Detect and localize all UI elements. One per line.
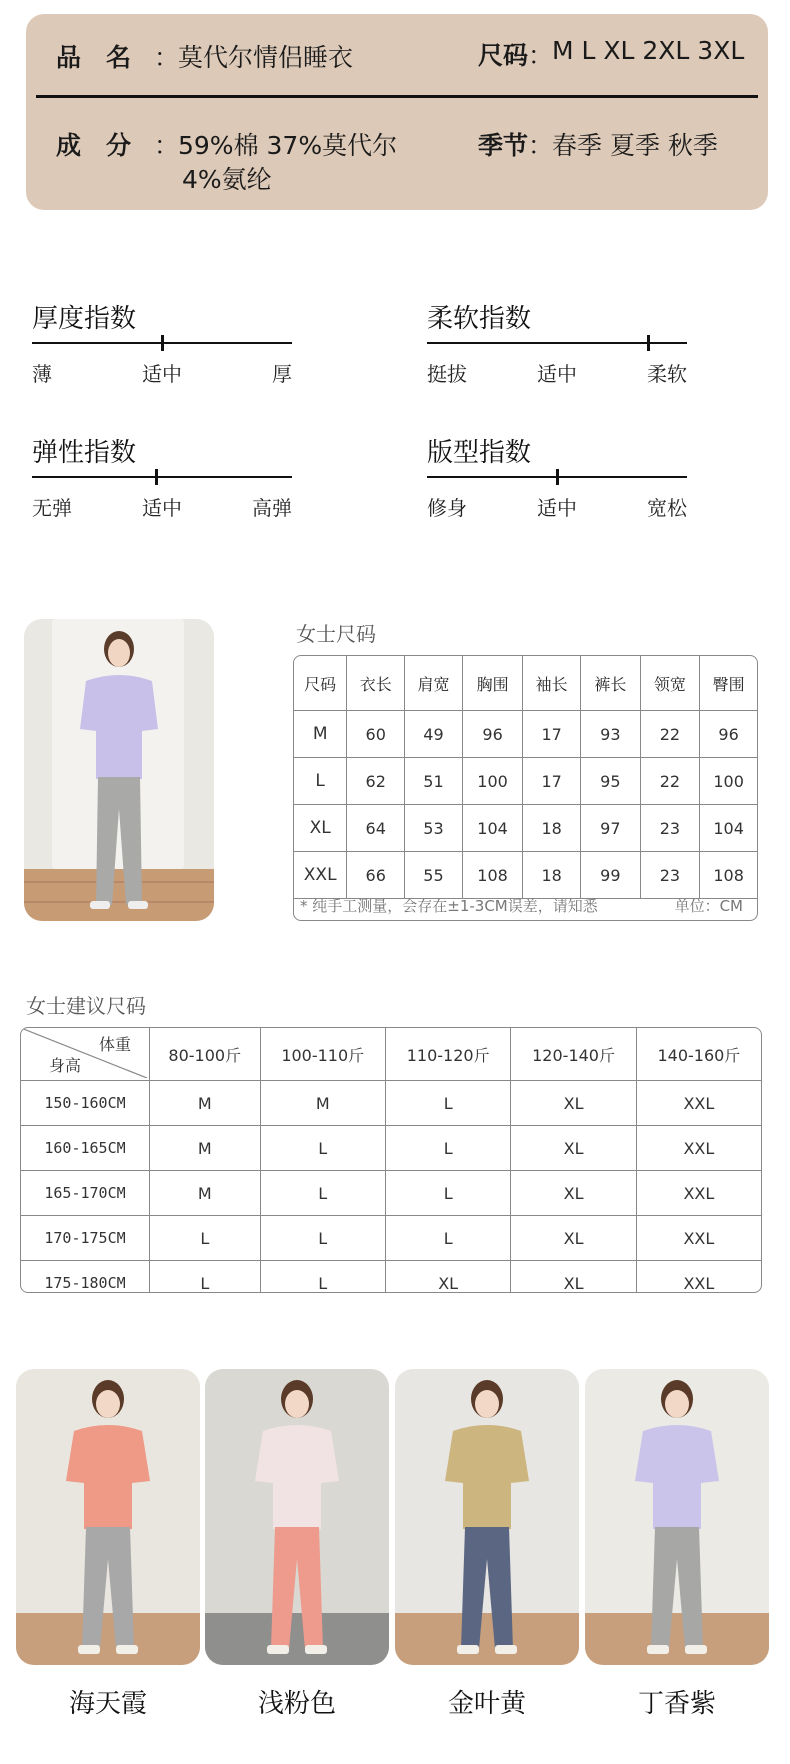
suggest-table-cell: XL — [511, 1216, 636, 1261]
suggest-table-cell: XL — [511, 1126, 636, 1171]
suggest-table-cell: M — [150, 1126, 261, 1171]
size-table-cell: 53 — [405, 805, 463, 852]
size-table-cell: L — [294, 758, 347, 805]
size-table-cell: M — [294, 711, 347, 758]
suggest-table-weight: 140-160斤 — [636, 1028, 761, 1081]
size-table-header-cell: 裤长 — [581, 656, 641, 711]
suggest-table-height: 170-175CM — [21, 1216, 150, 1261]
composition-colon: ： — [154, 131, 180, 160]
suggest-table-cell: L — [260, 1126, 385, 1171]
index-marker — [155, 469, 158, 485]
size-table-cell: 17 — [523, 758, 581, 805]
suggest-table-cell: L — [385, 1171, 510, 1216]
table-row — [21, 1171, 761, 1216]
index-marker — [556, 469, 559, 485]
index-title: 版型指数 — [427, 438, 532, 468]
suggest-table-cell: XXL — [636, 1261, 761, 1294]
index-label: 宽松 — [647, 496, 687, 520]
color-photo-1[interactable] — [16, 1369, 200, 1665]
suggest-table-height: 165-170CM — [21, 1171, 150, 1216]
color-photo-4[interactable] — [585, 1369, 769, 1665]
suggest-table-cell: L — [385, 1216, 510, 1261]
suggest-table-cell: XXL — [636, 1081, 761, 1126]
size-table-cell: 104 — [462, 805, 522, 852]
table-row — [21, 1081, 761, 1126]
index-label: 适中 — [142, 362, 182, 386]
index-label: 无弹 — [32, 496, 72, 520]
size-table-cell: 23 — [640, 852, 700, 899]
suggest-table-cell: L — [260, 1261, 385, 1294]
suggest-table — [21, 1028, 761, 1293]
color-label: 金叶黄 — [447, 1689, 526, 1719]
suggest-table-cell: XL — [385, 1261, 510, 1294]
table-row — [294, 852, 757, 899]
suggest-table-cell: XL — [511, 1171, 636, 1216]
model-photo-lilac — [24, 619, 214, 921]
composition-value-2: 4%氨纶 — [182, 165, 272, 194]
size-table-cell: 100 — [462, 758, 522, 805]
size-table-header-cell: 领宽 — [640, 656, 700, 711]
season-key: 季节 — [478, 131, 529, 160]
table-row — [294, 711, 757, 758]
name-colon: ： — [154, 43, 180, 72]
size-table-frame — [293, 655, 758, 921]
size-table-cell: 49 — [405, 711, 463, 758]
suggest-table-cell: L — [385, 1126, 510, 1171]
index-label: 薄 — [32, 362, 52, 386]
index-label: 高弹 — [252, 496, 292, 520]
index-marker — [647, 335, 650, 351]
composition-value-1: 59%棉 37%莫代尔 — [178, 131, 398, 160]
size-table-cell: 23 — [640, 805, 700, 852]
index-title: 厚度指数 — [32, 304, 137, 334]
suggest-table-frame — [20, 1027, 762, 1293]
size-table-cell: 66 — [347, 852, 405, 899]
suggest-table-height: 175-180CM — [21, 1261, 150, 1294]
size-table-cell: 17 — [523, 711, 581, 758]
size-table-header-cell: 肩宽 — [405, 656, 463, 711]
table-row — [21, 1261, 761, 1294]
color-photo-2[interactable] — [205, 1369, 389, 1665]
suggest-table-title: 女士建议尺码 — [26, 994, 146, 1018]
size-table-cell: 96 — [700, 711, 757, 758]
size-table-cell: 99 — [581, 852, 641, 899]
size-table-cell: 60 — [347, 711, 405, 758]
size-table-cell: 62 — [347, 758, 405, 805]
corner-weight-label: 体重 — [98, 1035, 131, 1054]
index-label: 适中 — [537, 362, 577, 386]
index-1 — [32, 298, 292, 388]
size-table-cell: 97 — [581, 805, 641, 852]
suggest-table-corner — [21, 1028, 150, 1081]
index-label: 适中 — [142, 496, 182, 520]
product-info-panel — [26, 14, 768, 210]
name-key: 品 名 — [56, 43, 132, 72]
suggest-table-cell: XXL — [636, 1171, 761, 1216]
index-label: 修身 — [427, 496, 467, 520]
size-table-cell: XL — [294, 805, 347, 852]
size-table-unit: 单位：CM — [674, 897, 743, 915]
size-table-cell: 93 — [581, 711, 641, 758]
suggest-table-cell: L — [260, 1171, 385, 1216]
name-value: 莫代尔情侣睡衣 — [178, 43, 354, 72]
size-table-header-cell: 臀围 — [700, 656, 757, 711]
corner-height-label: 身高 — [49, 1056, 82, 1075]
index-title: 弹性指数 — [32, 438, 137, 468]
color-label: 海天霞 — [68, 1689, 147, 1719]
suggest-table-cell: XXL — [636, 1216, 761, 1261]
size-table-cell: 18 — [523, 852, 581, 899]
size-table-cell: 22 — [640, 711, 700, 758]
size-table-title: 女士尺码 — [296, 622, 376, 646]
index-title: 柔软指数 — [427, 304, 532, 334]
table-row — [21, 1216, 761, 1261]
color-photo-3[interactable] — [395, 1369, 579, 1665]
season-colon: ： — [528, 131, 554, 160]
size-table-cell: XXL — [294, 852, 347, 899]
suggest-table-cell: M — [150, 1081, 261, 1126]
size-table-cell: 96 — [462, 711, 522, 758]
size-table-cell: 22 — [640, 758, 700, 805]
index-scale-line — [32, 476, 292, 478]
size-table-cell: 95 — [581, 758, 641, 805]
index-label: 挺拔 — [427, 362, 467, 386]
size-table-header — [294, 656, 757, 711]
size-table-cell: 108 — [700, 852, 757, 899]
suggest-table-weight: 120-140斤 — [511, 1028, 636, 1081]
table-row — [294, 805, 757, 852]
size-table-cell: 18 — [523, 805, 581, 852]
composition-key: 成 分 — [56, 131, 132, 160]
suggest-table-cell: M — [150, 1171, 261, 1216]
table-row — [294, 758, 757, 805]
size-table-note: * 纯手工测量，会存在±1-3CM误差，请知悉 — [300, 897, 598, 915]
size-table-cell: 55 — [405, 852, 463, 899]
size-table-cell: 51 — [405, 758, 463, 805]
suggest-table-cell: L — [385, 1081, 510, 1126]
index-4 — [427, 432, 687, 522]
size-table-header-cell: 胸围 — [462, 656, 522, 711]
suggest-table-cell: XXL — [636, 1126, 761, 1171]
suggest-table-cell: XL — [511, 1081, 636, 1126]
suggest-table-cell: M — [260, 1081, 385, 1126]
suggest-table-weight: 110-120斤 — [385, 1028, 510, 1081]
size-key: 尺码 — [478, 41, 529, 70]
color-label: 丁香紫 — [637, 1689, 716, 1719]
suggest-table-cell: L — [260, 1216, 385, 1261]
table-row — [21, 1126, 761, 1171]
suggest-table-weight: 100-110斤 — [260, 1028, 385, 1081]
size-table-header-cell: 尺码 — [294, 656, 347, 711]
suggest-table-cell: XL — [511, 1261, 636, 1294]
suggest-table-height: 150-160CM — [21, 1081, 150, 1126]
size-table-header-cell: 袖长 — [523, 656, 581, 711]
index-marker — [161, 335, 164, 351]
index-label: 厚 — [272, 362, 292, 386]
size-colon: ： — [528, 41, 554, 70]
suggest-table-weight: 80-100斤 — [150, 1028, 261, 1081]
index-label: 适中 — [537, 496, 577, 520]
index-2 — [427, 298, 687, 388]
suggest-table-height: 160-165CM — [21, 1126, 150, 1171]
suggest-table-header — [21, 1028, 761, 1081]
size-table-cell: 100 — [700, 758, 757, 805]
size-table — [294, 656, 757, 921]
season-value: 春季 夏季 秋季 — [552, 131, 718, 160]
size-value: M L XL 2XL 3XL — [552, 36, 745, 65]
info-divider — [36, 95, 758, 98]
size-table-cell: 108 — [462, 852, 522, 899]
size-table-cell: 64 — [347, 805, 405, 852]
suggest-table-cell: L — [150, 1216, 261, 1261]
index-label: 柔软 — [647, 362, 687, 386]
size-table-cell: 104 — [700, 805, 757, 852]
suggest-table-cell: L — [150, 1261, 261, 1294]
index-3 — [32, 432, 292, 522]
size-table-header-cell: 衣长 — [347, 656, 405, 711]
color-label: 浅粉色 — [257, 1689, 336, 1719]
